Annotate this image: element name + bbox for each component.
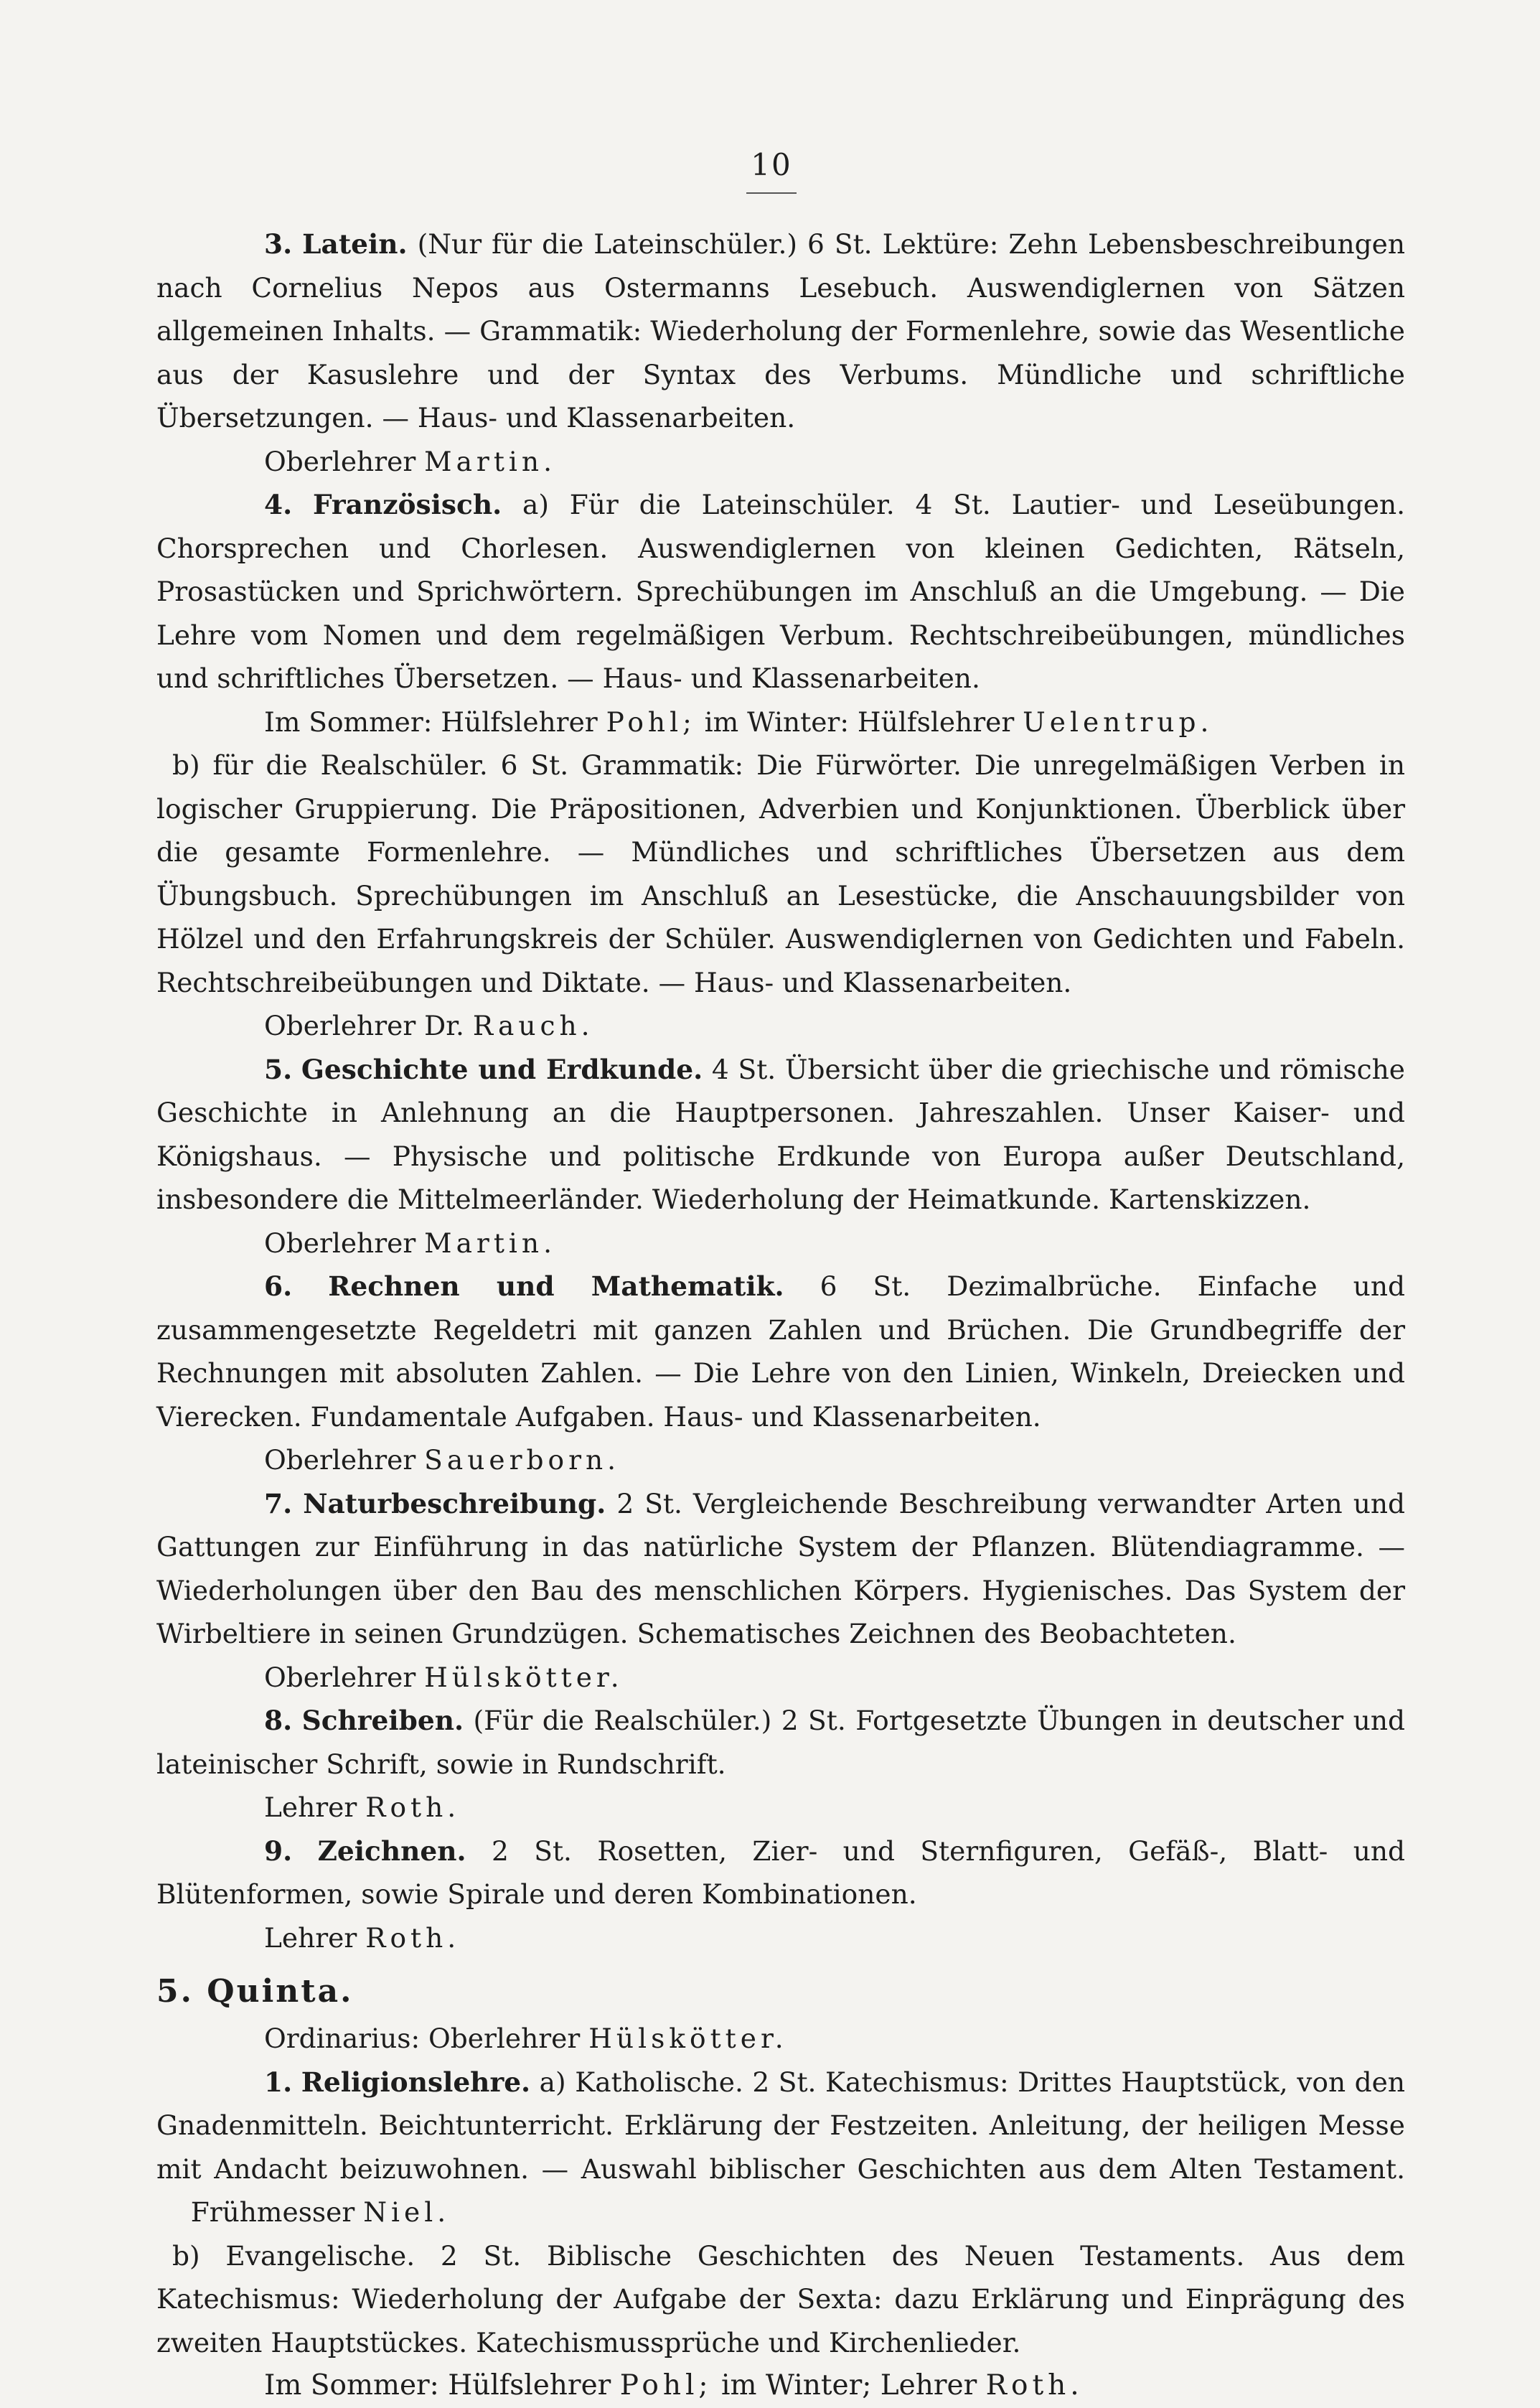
teacher-signature: Oberlehrer Hülskötter. bbox=[264, 1661, 624, 1693]
item-number: 6. bbox=[264, 1270, 293, 1302]
item-franzoesisch bbox=[156, 483, 1405, 701]
item-text-a: a) Für die Lateinschüler. 4 St. Lautier- und Leseübungen. Chorsprechen und Chorlesen. Auswendiglernen von kleinen Gedichten, Rätseln, Prosastücken und Sprichwörtern. Sprechübungen im Anschluß an die Umgebung. — Die Lehre vom Nomen und dem regelmäßigen Verbum. Rechtschreibeübungen, mündliches und schriftliches Übersetzen. — Haus- und Klassenarbeiten. bbox=[156, 489, 1406, 694]
item-number: 3. bbox=[264, 228, 293, 260]
item-text: 2 St. Vergleichende Beschreibung verwandter Arten und Gattungen zur Einführung in das natürliche System der Pflanzen. Blütendiagramme. — Wiederholungen über den Bau des menschlichen Körpers. Hygienisches. Das System der Wirbeltiere in seinen Grundzügen. Schematisches Zeichnen des Beobachteten. bbox=[156, 1487, 1406, 1649]
page-content bbox=[156, 222, 1405, 2408]
teacher-signature: Oberlehrer Martin. bbox=[264, 445, 556, 477]
item-number: 1. bbox=[264, 2066, 293, 2098]
teacher-signature: Im Sommer: Hülfslehrer Pohl; im Winter: Hülfslehrer Uelentrup. bbox=[264, 706, 1213, 738]
item-title: Geschichte und Erdkunde. bbox=[301, 1053, 703, 1085]
teacher-signature: Oberlehrer Dr. Rauch. bbox=[264, 1010, 594, 1041]
item-title: Rechnen und Mathematik. bbox=[328, 1270, 784, 1302]
item-title: Religionslehre. bbox=[301, 2066, 531, 2098]
item-religion-b bbox=[156, 2234, 1405, 2365]
section-title: 5. Quinta. bbox=[156, 1973, 354, 2010]
item-text: 2 St. Rosetten, Zier- und Sternfiguren, Gefäß-, Blatt- und Blütenformen, sowie Spirale und deren Kombinationen. bbox=[156, 1835, 1406, 1910]
item-title: Schreiben. bbox=[301, 1705, 464, 1736]
teacher-signature: Im Sommer: Hülfslehrer Pohl; im Winter; Lehrer Roth. bbox=[264, 2369, 1084, 2402]
item-title: Französisch. bbox=[312, 489, 502, 520]
item-title: Latein. bbox=[302, 228, 408, 260]
item-number: 7. bbox=[264, 1487, 293, 1519]
item-zeichnen bbox=[156, 1830, 1405, 1916]
item-number: 8. bbox=[264, 1705, 293, 1736]
item-naturbeschreibung bbox=[156, 1482, 1405, 1656]
item-rechnen bbox=[156, 1265, 1405, 1438]
page-number: 10 bbox=[751, 147, 792, 182]
ordinarius-line: Ordinarius: Oberlehrer Hülskötter. bbox=[264, 2023, 788, 2054]
teacher-signature-inline: Frühmesser Niel. bbox=[190, 2196, 451, 2228]
item-religion bbox=[156, 2061, 1405, 2234]
item-franzoesisch-b bbox=[156, 744, 1405, 1004]
item-title: Zeichnen. bbox=[317, 1835, 466, 1867]
page-number-rule bbox=[746, 192, 797, 194]
teacher-signature: Lehrer Roth. bbox=[264, 1791, 461, 1823]
item-text-a: a) Katholische. 2 St. Katechismus: Drittes Hauptstück, von den Gnadenmitteln. Beichtunterricht. Erklärung der Festzeiten. Anleitung, der heiligen Messe mit Andacht beizuwohnen. — Auswahl biblischer Geschichten aus dem Alten Testament. bbox=[156, 2066, 1406, 2185]
item-text: 4 St. Übersicht über die griechische und römische Geschichte in Anlehnung an die Hauptpersonen. Jahreszahlen. Unser Kaiser- und Königshaus. — Physische und politische Erdkunde von Europa außer Deutschland, insbesondere die Mittelmeerländer. Wiederholung der Heimatkunde. Kartenskizzen. bbox=[156, 1053, 1406, 1215]
item-title: Naturbeschreibung. bbox=[303, 1487, 606, 1519]
teacher-signature: Oberlehrer Sauerborn. bbox=[264, 1444, 621, 1476]
item-number: 5. bbox=[264, 1053, 293, 1085]
item-number: 4. bbox=[264, 489, 293, 520]
item-text: (Nur für die Lateinschüler.) 6 St. Lektüre: Zehn Lebensbeschreibungen nach Cornelius Nepos aus Ostermanns Lesebuch. Auswendiglernen von Sätzen allgemeinen Inhalts. — Grammatik: Wiederholung der Formenlehre, sowie das Wesentliche aus der Kasuslehre und der Syntax des Verbums. Mündliche und schriftliche Übersetzungen. — Haus- und Klassenarbeiten. bbox=[156, 228, 1406, 434]
teacher-signature: Lehrer Roth. bbox=[264, 1921, 461, 1954]
item-schreiben bbox=[156, 1699, 1405, 1786]
item-text: (Für die Realschüler.) 2 St. Fortgesetzte Übungen in deutscher und lateinischer Schrift, sowie in Rundschrift. bbox=[156, 1705, 1405, 1780]
item-text: 6 St. Dezimalbrüche. Einfache und zusammengesetzte Regeldetri mit ganzen Zahlen und Brüchen. Die Grundbegriffe der Rechnungen mit absoluten Zahlen. — Die Lehre von den Linien, Winkeln, Dreiecken und Vierecken. Fundamentale Aufgaben. Haus- und Klassenarbeiten. bbox=[156, 1270, 1405, 1433]
item-text-b: b) Evangelische. 2 St. Biblische Geschichten des Neuen Testaments. Aus dem Katechismus: Wiederholung der Aufgabe der Sexta: dazu Erklärung und Einprägung des zweiten Hauptstückes. Katechismussprüche und Kirchenlieder. bbox=[156, 2239, 1405, 2358]
item-text-b: b) für die Realschüler. 6 St. Grammatik: Die Fürwörter. Die unregelmäßigen Verben in logischer Gruppierung. Die Präpositionen, Adverbien und Konjunktionen. Überblick über die gesamte Formenlehre. — Mündliches und schriftliches Übersetzen aus dem Übungsbuch. Sprechübungen im Anschluß an Lesestücke, die Anschauungsbilder von Hölzel und den Erfahrungskreis der Schüler. Auswendiglernen von Gedichten und Fabeln. Rechtschreibeübungen und Diktate. — Haus- und Klassenarbeiten. bbox=[156, 749, 1405, 998]
teacher-signature: Oberlehrer Martin. bbox=[264, 1227, 556, 1259]
item-number: 9. bbox=[264, 1835, 293, 1867]
item-geschichte bbox=[156, 1048, 1405, 1222]
item-latein bbox=[156, 222, 1405, 440]
